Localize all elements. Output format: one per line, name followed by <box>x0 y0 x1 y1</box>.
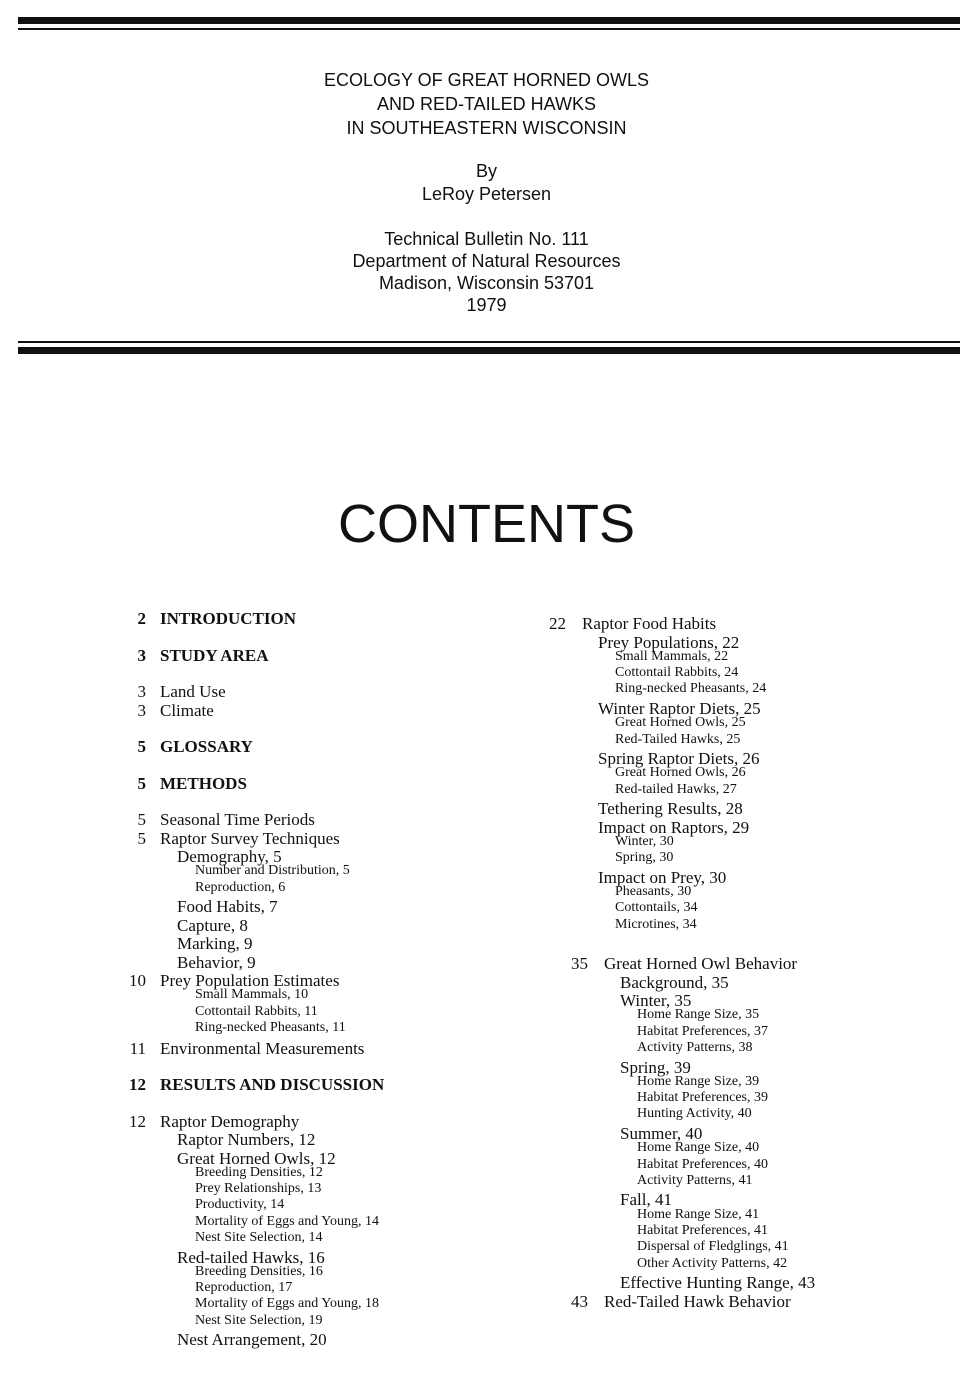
toc-entry-label: Productivity, 14 <box>195 1197 285 1213</box>
toc-entry-label: Summer, 40 <box>620 1123 703 1143</box>
toc-entry-label: Dispersal of Fledglings, 41 <box>637 1239 789 1255</box>
publication-line: Department of Natural Resources <box>352 251 621 271</box>
toc-entry <box>118 682 458 702</box>
toc-entry <box>118 810 458 830</box>
toc-entry-label: INTRODUCTION <box>160 609 297 628</box>
toc-entry-label: Mortality of Eggs and Young, 14 <box>195 1213 379 1229</box>
toc-entry-label: Food Habits, 7 <box>177 897 278 917</box>
toc-entry <box>118 609 458 629</box>
toc-entry-label: Spring Raptor Diets, 26 <box>598 749 760 768</box>
toc-entry-label: Home Range Size, 41 <box>637 1206 760 1222</box>
toc-entry-label: Capture, 8 <box>177 915 248 935</box>
toc-entry-label: Microtines, 34 <box>615 916 697 932</box>
toc-entry-label: Climate <box>160 700 214 720</box>
toc-page-number: 10 <box>129 971 146 991</box>
toc-entry-label: Ring-necked Pheasants, 24 <box>615 681 767 697</box>
toc-entry-label: Tethering Results, 28 <box>598 799 743 819</box>
toc-entry-label: STUDY AREA <box>160 645 269 665</box>
toc-entry-label: Breeding Densities, 12 <box>195 1164 323 1180</box>
toc-entry <box>560 1273 890 1293</box>
toc-entry <box>118 1330 458 1350</box>
toc-entry-label: Environmental Measurements <box>160 1038 365 1058</box>
toc-entry-label: Pheasants, 30 <box>615 884 692 899</box>
toc-entry-label: Small Mammals, 10 <box>195 987 309 1003</box>
title-line: IN SOUTHEASTERN WISCONSIN <box>346 118 627 138</box>
author-name: LeRoy Petersen <box>421 184 552 204</box>
toc-entry-label: RESULTS AND DISCUSSION <box>160 1075 385 1094</box>
top-rule-thin <box>18 28 960 30</box>
toc-entry-label: Prey Populations, 22 <box>598 632 740 652</box>
toc-entry <box>118 774 458 794</box>
toc-entry-label: Activity Patterns, 38 <box>637 1040 753 1055</box>
toc-entry-label: Home Range Size, 35 <box>637 1007 760 1023</box>
toc-entry <box>560 1292 890 1312</box>
toc-entry <box>118 916 458 936</box>
toc-entry-label: METHODS <box>160 773 247 793</box>
toc-entry-label: GLOSSARY <box>160 737 253 756</box>
toc-entry <box>538 614 868 634</box>
toc-page-number: 35 <box>571 954 588 974</box>
toc-entry-label: Winter, 35 <box>620 991 692 1011</box>
toc-entry-label: Winter, 30 <box>615 833 674 849</box>
toc-entry-label: Habitat Preferences, 37 <box>637 1023 768 1039</box>
toc-entry-label: Hunting Activity, 40 <box>637 1106 752 1122</box>
toc-entry-label: Marking, 9 <box>177 934 253 954</box>
toc-entry-label: Red-tailed Hawks, 16 <box>177 1247 325 1267</box>
toc-entry-label: Number and Distribution, 5 <box>195 863 350 879</box>
toc-page-number: 12 <box>129 1075 146 1094</box>
by-label: By <box>475 161 497 181</box>
toc-entry <box>118 1130 458 1150</box>
toc-entry <box>118 737 458 757</box>
toc-entry-label: Reproduction, 17 <box>195 1280 293 1296</box>
toc-page-number: 5 <box>137 810 146 829</box>
toc-entry <box>560 954 890 974</box>
toc-page-number: 12 <box>129 1111 146 1131</box>
toc-entry-label: Other Activity Patterns, 42 <box>637 1255 788 1271</box>
toc-entry-label: Impact on Prey, 30 <box>598 867 727 887</box>
toc-entry-label: Nest Site Selection, 19 <box>195 1312 323 1328</box>
toc-entry-label: Spring, 30 <box>615 850 674 866</box>
toc-entry-label: Winter Raptor Diets, 25 <box>598 698 761 718</box>
toc-entry-label: Raptor Numbers, 12 <box>177 1130 316 1149</box>
toc-entry <box>118 646 458 666</box>
contents-heading: CONTENTS <box>338 494 635 554</box>
toc-entry-label: Prey Relationships, 13 <box>195 1181 322 1197</box>
publication-info <box>0 228 973 316</box>
toc-entry-label: Great Horned Owl Behavior <box>604 954 798 974</box>
toc-page-number: 3 <box>137 682 146 701</box>
header-bottom-rule-thin <box>18 341 960 343</box>
toc-entry <box>118 829 458 849</box>
header-bottom-rule-thick <box>18 347 960 354</box>
toc-entry-label: Seasonal Time Periods <box>160 810 315 829</box>
toc-entry <box>118 953 458 973</box>
toc-page-number: 5 <box>137 773 146 793</box>
toc-entry <box>118 701 458 721</box>
toc-entry-label: Ring-necked Pheasants, 11 <box>195 1020 346 1035</box>
toc-entry-label: Effective Hunting Range, 43 <box>620 1273 816 1292</box>
toc-entry-label: Small Mammals, 22 <box>615 648 729 664</box>
author-block <box>0 160 973 206</box>
toc-page-number: 22 <box>549 614 566 633</box>
toc-entry-label: Nest Site Selection, 14 <box>195 1230 323 1245</box>
title-line: ECOLOGY OF GREAT HORNED OWLS <box>323 70 650 90</box>
toc-entry-label: Activity Patterns, 41 <box>637 1172 753 1188</box>
toc-page-number: 2 <box>137 609 146 628</box>
toc-entry-label: Great Horned Owls, 12 <box>177 1148 336 1168</box>
toc-entry-label: Red-Tailed Hawk Behavior <box>604 1291 791 1311</box>
toc-page-number: 5 <box>137 737 146 756</box>
toc-page-number: 11 <box>129 1038 146 1058</box>
toc-entry-label: Impact on Raptors, 29 <box>598 817 750 837</box>
toc-entry-label: Breeding Densities, 16 <box>195 1263 323 1279</box>
toc-entry-label: Cottontail Rabbits, 24 <box>615 665 739 681</box>
toc-entry <box>560 973 890 993</box>
toc-entry-label: Red-tailed Hawks, 27 <box>615 781 737 797</box>
toc-entry <box>118 1020 458 1040</box>
toc-entry-label: Demography, 5 <box>177 847 282 866</box>
toc-entry-label: Habitat Preferences, 41 <box>637 1222 768 1238</box>
toc-entry-label: Behavior, 9 <box>177 952 256 972</box>
toc-page-number: 43 <box>571 1291 588 1311</box>
toc-entry-label: Prey Population Estimates <box>160 971 340 991</box>
toc-entry <box>538 917 868 937</box>
toc-entry-label: Cottontails, 34 <box>615 900 698 916</box>
toc-entry-label: Home Range Size, 39 <box>637 1073 760 1089</box>
toc-entry-label: Land Use <box>160 682 226 701</box>
toc-entry-label: Background, 35 <box>620 972 729 992</box>
toc-page-number: 3 <box>137 700 146 720</box>
publication-line: Madison, Wisconsin 53701 <box>378 273 595 293</box>
toc-entry-label: Red-Tailed Hawks, 25 <box>615 731 741 747</box>
toc-entry-label: Mortality of Eggs and Young, 18 <box>195 1296 379 1312</box>
toc-entry-label: Home Range Size, 40 <box>637 1140 760 1156</box>
toc-entry-label: Reproduction, 6 <box>195 879 286 895</box>
toc-entry-label: Habitat Preferences, 39 <box>637 1090 768 1106</box>
title-line: AND RED-TAILED HAWKS <box>376 94 597 114</box>
toc-entry <box>538 799 868 819</box>
publication-line: Technical Bulletin No. 111 <box>384 229 589 249</box>
toc-entry <box>118 1075 458 1095</box>
publication-line: 1979 <box>466 295 507 315</box>
toc-entry-label: Great Horned Owls, 25 <box>615 715 746 731</box>
bulletin-title <box>0 68 973 140</box>
toc-entry-label: Habitat Preferences, 40 <box>637 1156 768 1172</box>
toc-entry-label: Great Horned Owls, 26 <box>615 765 746 781</box>
top-rule-thick <box>18 17 960 24</box>
toc-entry-label: Raptor Food Habits <box>582 614 717 633</box>
toc-entry-label: Nest Arrangement, 20 <box>177 1330 327 1350</box>
toc-entry <box>118 897 458 917</box>
toc-entry-label: Cottontail Rabbits, 11 <box>195 1003 318 1019</box>
toc-entry <box>118 934 458 954</box>
toc-entry-label: Fall, 41 <box>620 1190 672 1210</box>
toc-entry-label: Spring, 39 <box>620 1057 691 1077</box>
toc-entry-label: Raptor Demography <box>160 1111 300 1131</box>
toc-page-number: 3 <box>137 645 146 665</box>
toc-page-number: 5 <box>137 828 146 848</box>
toc-entry-label: Raptor Survey Techniques <box>160 828 340 848</box>
toc-entry <box>118 1112 458 1132</box>
toc-entry <box>118 1039 458 1059</box>
